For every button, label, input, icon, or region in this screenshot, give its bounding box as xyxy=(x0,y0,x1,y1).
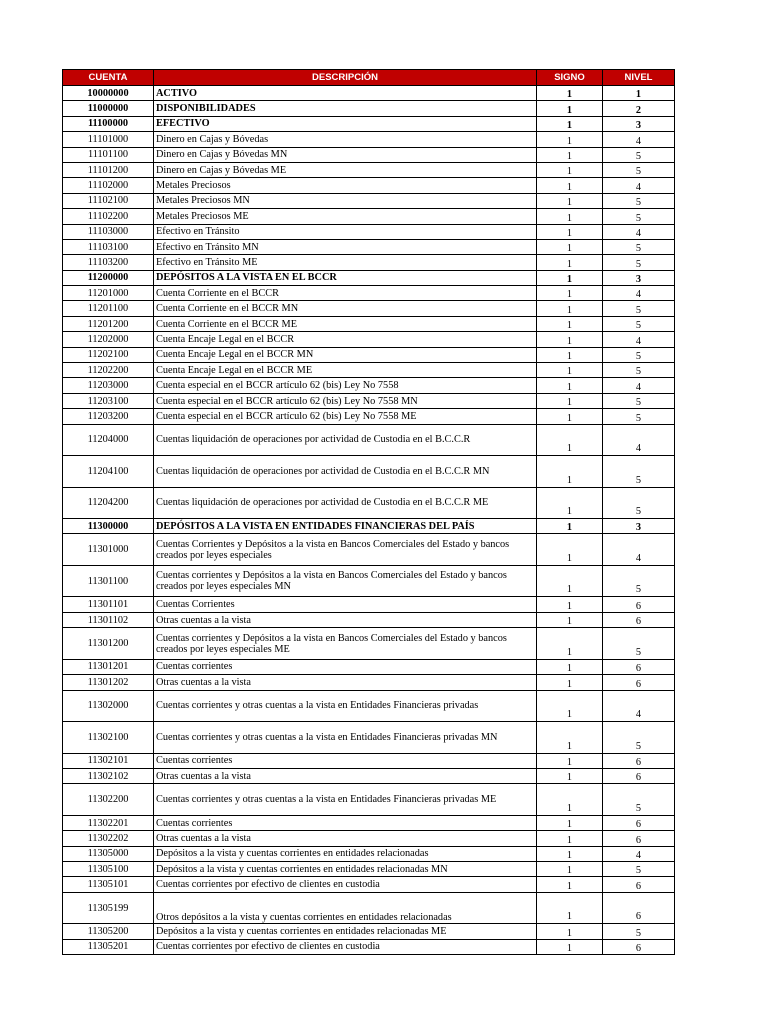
sign-cell: 1 xyxy=(537,831,603,846)
table-header-row xyxy=(63,70,675,86)
account-code-cell: 11305100 xyxy=(63,862,154,877)
level-cell: 6 xyxy=(603,597,675,612)
account-code-cell: 11301102 xyxy=(63,612,154,627)
table-row xyxy=(63,565,675,597)
sign-cell: 1 xyxy=(537,597,603,612)
table-row xyxy=(63,612,675,627)
level-cell: 5 xyxy=(603,162,675,177)
description-cell: Metales Preciosos ME xyxy=(154,209,537,224)
account-code-cell: 11203100 xyxy=(63,393,154,408)
account-code-cell: 11301200 xyxy=(63,628,154,660)
account-code-cell: 11103100 xyxy=(63,239,154,254)
table-row xyxy=(63,753,675,768)
table-row xyxy=(63,409,675,424)
description-cell: Otras cuentas a la vista xyxy=(154,768,537,783)
sign-cell: 1 xyxy=(537,939,603,954)
level-cell: 3 xyxy=(603,270,675,285)
chart-of-accounts-table xyxy=(62,69,675,955)
account-code-cell: 11200000 xyxy=(63,270,154,285)
description-cell: Cuentas liquidación de operaciones por actividad de Custodia en el B.C.C.R MN xyxy=(154,456,537,488)
level-cell: 6 xyxy=(603,939,675,954)
table-row xyxy=(63,347,675,362)
level-cell: 1 xyxy=(603,86,675,101)
account-code-cell: 11305101 xyxy=(63,877,154,892)
sign-cell: 1 xyxy=(537,316,603,331)
table-row xyxy=(63,147,675,162)
level-cell: 5 xyxy=(603,628,675,660)
sign-cell: 1 xyxy=(537,378,603,393)
description-cell: Cuentas corrientes y Depósitos a la vista en Bancos Comerciales del Estado y bancos creados por leyes especiales ME xyxy=(154,628,537,660)
account-code-cell: 11302100 xyxy=(63,722,154,754)
level-cell: 5 xyxy=(603,456,675,488)
table-row xyxy=(63,534,675,566)
level-cell: 6 xyxy=(603,753,675,768)
table-row xyxy=(63,690,675,722)
table-row xyxy=(63,332,675,347)
account-code-cell: 11201100 xyxy=(63,301,154,316)
sign-cell: 1 xyxy=(537,409,603,424)
account-code-cell: 11301201 xyxy=(63,659,154,674)
level-cell: 5 xyxy=(603,487,675,519)
header-cuenta: CUENTA xyxy=(63,70,154,86)
table-row xyxy=(63,424,675,456)
level-cell: 5 xyxy=(603,301,675,316)
table-row xyxy=(63,846,675,861)
account-code-cell: 11305000 xyxy=(63,846,154,861)
level-cell: 4 xyxy=(603,534,675,566)
description-cell: Cuentas corrientes y Depósitos a la vista en Bancos Comerciales del Estado y bancos creados por leyes especiales MN xyxy=(154,565,537,597)
sign-cell: 1 xyxy=(537,892,603,924)
description-cell: Cuentas corrientes y otras cuentas a la vista en Entidades Financieras privadas xyxy=(154,690,537,722)
table-row xyxy=(63,892,675,924)
level-cell: 3 xyxy=(603,519,675,534)
table-row xyxy=(63,270,675,285)
description-cell: Metales Preciosos xyxy=(154,178,537,193)
table-row xyxy=(63,132,675,147)
level-cell: 5 xyxy=(603,393,675,408)
description-cell: Dinero en Cajas y Bóvedas MN xyxy=(154,147,537,162)
level-cell: 4 xyxy=(603,378,675,393)
sign-cell: 1 xyxy=(537,209,603,224)
table-row xyxy=(63,255,675,270)
table-row xyxy=(63,519,675,534)
description-cell: Cuentas Corrientes xyxy=(154,597,537,612)
description-cell: Cuenta Encaje Legal en el BCCR xyxy=(154,332,537,347)
table-row xyxy=(63,784,675,816)
level-cell: 6 xyxy=(603,892,675,924)
level-cell: 6 xyxy=(603,675,675,690)
sign-cell: 1 xyxy=(537,224,603,239)
account-code-cell: 11305199 xyxy=(63,892,154,924)
table-row xyxy=(63,768,675,783)
sign-cell: 1 xyxy=(537,659,603,674)
description-cell: Cuentas corrientes y otras cuentas a la vista en Entidades Financieras privadas MN xyxy=(154,722,537,754)
level-cell: 2 xyxy=(603,101,675,116)
sign-cell: 1 xyxy=(537,116,603,131)
table-row xyxy=(63,363,675,378)
sign-cell: 1 xyxy=(537,612,603,627)
header-signo: SIGNO xyxy=(537,70,603,86)
sign-cell: 1 xyxy=(537,519,603,534)
account-code-cell: 11204200 xyxy=(63,487,154,519)
description-cell: Cuenta Encaje Legal en el BCCR MN xyxy=(154,347,537,362)
description-cell: Otras cuentas a la vista xyxy=(154,612,537,627)
level-cell: 5 xyxy=(603,722,675,754)
description-cell: Cuenta especial en el BCCR artículo 62 (bis) Ley No 7558 ME xyxy=(154,409,537,424)
account-code-cell: 11302201 xyxy=(63,815,154,830)
table-row xyxy=(63,831,675,846)
table-row xyxy=(63,116,675,131)
sign-cell: 1 xyxy=(537,753,603,768)
level-cell: 6 xyxy=(603,659,675,674)
table-row xyxy=(63,239,675,254)
sign-cell: 1 xyxy=(537,846,603,861)
description-cell: Cuentas corrientes por efectivo de clientes en custodia xyxy=(154,877,537,892)
table-row xyxy=(63,393,675,408)
description-cell: Efectivo en Tránsito xyxy=(154,224,537,239)
table-row xyxy=(63,659,675,674)
account-code-cell: 11102200 xyxy=(63,209,154,224)
account-code-cell: 10000000 xyxy=(63,86,154,101)
table-row xyxy=(63,487,675,519)
account-code-cell: 11203200 xyxy=(63,409,154,424)
account-code-cell: 11204100 xyxy=(63,456,154,488)
account-code-cell: 11202100 xyxy=(63,347,154,362)
table-row xyxy=(63,162,675,177)
account-code-cell: 11103200 xyxy=(63,255,154,270)
level-cell: 5 xyxy=(603,316,675,331)
level-cell: 5 xyxy=(603,363,675,378)
table-row xyxy=(63,101,675,116)
description-cell: Dinero en Cajas y Bóvedas ME xyxy=(154,162,537,177)
description-cell: Depósitos a la vista y cuentas corrientes en entidades relacionadas MN xyxy=(154,862,537,877)
sign-cell: 1 xyxy=(537,101,603,116)
description-cell: Otras cuentas a la vista xyxy=(154,675,537,690)
sign-cell: 1 xyxy=(537,178,603,193)
sign-cell: 1 xyxy=(537,877,603,892)
table-row xyxy=(63,815,675,830)
description-cell: DEPÓSITOS A LA VISTA EN ENTIDADES FINANCIERAS DEL PAÍS xyxy=(154,519,537,534)
account-code-cell: 11301202 xyxy=(63,675,154,690)
sign-cell: 1 xyxy=(537,363,603,378)
table-row xyxy=(63,193,675,208)
table-row xyxy=(63,877,675,892)
sign-cell: 1 xyxy=(537,347,603,362)
table-row xyxy=(63,456,675,488)
description-cell: Cuentas corrientes y otras cuentas a la vista en Entidades Financieras privadas ME xyxy=(154,784,537,816)
account-code-cell: 11204000 xyxy=(63,424,154,456)
table-row xyxy=(63,628,675,660)
level-cell: 4 xyxy=(603,690,675,722)
sign-cell: 1 xyxy=(537,722,603,754)
level-cell: 5 xyxy=(603,239,675,254)
account-code-cell: 11302200 xyxy=(63,784,154,816)
sign-cell: 1 xyxy=(537,534,603,566)
level-cell: 5 xyxy=(603,409,675,424)
table-row xyxy=(63,924,675,939)
description-cell: Metales Preciosos MN xyxy=(154,193,537,208)
account-code-cell: 11305201 xyxy=(63,939,154,954)
sign-cell: 1 xyxy=(537,162,603,177)
description-cell: DEPÓSITOS A LA VISTA EN EL BCCR xyxy=(154,270,537,285)
level-cell: 6 xyxy=(603,831,675,846)
account-code-cell: 11102000 xyxy=(63,178,154,193)
description-cell: Cuenta Corriente en el BCCR MN xyxy=(154,301,537,316)
description-cell: EFECTIVO xyxy=(154,116,537,131)
description-cell: Cuentas Corrientes y Depósitos a la vista en Bancos Comerciales del Estado y bancos creados por leyes especiales xyxy=(154,534,537,566)
table-row xyxy=(63,722,675,754)
sign-cell: 1 xyxy=(537,924,603,939)
header-descripcion: DESCRIPCIÓN xyxy=(154,70,537,86)
level-cell: 5 xyxy=(603,784,675,816)
level-cell: 6 xyxy=(603,768,675,783)
account-code-cell: 11301100 xyxy=(63,565,154,597)
account-code-cell: 11300000 xyxy=(63,519,154,534)
table-row xyxy=(63,286,675,301)
level-cell: 5 xyxy=(603,862,675,877)
description-cell: Efectivo en Tránsito ME xyxy=(154,255,537,270)
account-code-cell: 11102100 xyxy=(63,193,154,208)
level-cell: 6 xyxy=(603,815,675,830)
description-cell: Cuenta especial en el BCCR artículo 62 (bis) Ley No 7558 MN xyxy=(154,393,537,408)
level-cell: 4 xyxy=(603,332,675,347)
sign-cell: 1 xyxy=(537,862,603,877)
level-cell: 4 xyxy=(603,178,675,193)
sign-cell: 1 xyxy=(537,286,603,301)
account-code-cell: 11201200 xyxy=(63,316,154,331)
sign-cell: 1 xyxy=(537,424,603,456)
account-code-cell: 11302000 xyxy=(63,690,154,722)
account-code-cell: 11305200 xyxy=(63,924,154,939)
level-cell: 5 xyxy=(603,924,675,939)
account-code-cell: 11202000 xyxy=(63,332,154,347)
description-cell: Depósitos a la vista y cuentas corrientes en entidades relacionadas ME xyxy=(154,924,537,939)
sign-cell: 1 xyxy=(537,255,603,270)
description-cell: Cuenta Encaje Legal en el BCCR ME xyxy=(154,363,537,378)
level-cell: 5 xyxy=(603,347,675,362)
sign-cell: 1 xyxy=(537,784,603,816)
description-cell: Efectivo en Tránsito MN xyxy=(154,239,537,254)
sign-cell: 1 xyxy=(537,456,603,488)
sign-cell: 1 xyxy=(537,690,603,722)
sign-cell: 1 xyxy=(537,675,603,690)
table-row xyxy=(63,597,675,612)
sign-cell: 1 xyxy=(537,393,603,408)
level-cell: 5 xyxy=(603,147,675,162)
table-body xyxy=(63,86,675,955)
table-row xyxy=(63,939,675,954)
sign-cell: 1 xyxy=(537,628,603,660)
level-cell: 5 xyxy=(603,209,675,224)
table-row xyxy=(63,301,675,316)
account-code-cell: 11101200 xyxy=(63,162,154,177)
level-cell: 4 xyxy=(603,846,675,861)
level-cell: 5 xyxy=(603,193,675,208)
account-code-cell: 11302202 xyxy=(63,831,154,846)
sign-cell: 1 xyxy=(537,768,603,783)
level-cell: 4 xyxy=(603,424,675,456)
description-cell: Cuentas liquidación de operaciones por actividad de Custodia en el B.C.C.R xyxy=(154,424,537,456)
table-row xyxy=(63,862,675,877)
level-cell: 3 xyxy=(603,116,675,131)
level-cell: 6 xyxy=(603,877,675,892)
level-cell: 6 xyxy=(603,612,675,627)
account-code-cell: 11302101 xyxy=(63,753,154,768)
account-code-cell: 11101000 xyxy=(63,132,154,147)
description-cell: Cuenta especial en el BCCR artículo 62 (bis) Ley No 7558 xyxy=(154,378,537,393)
sign-cell: 1 xyxy=(537,815,603,830)
description-cell: Cuenta Corriente en el BCCR xyxy=(154,286,537,301)
description-cell: Cuentas corrientes xyxy=(154,753,537,768)
account-code-cell: 11101100 xyxy=(63,147,154,162)
description-cell: Otras cuentas a la vista xyxy=(154,831,537,846)
table-row xyxy=(63,224,675,239)
account-code-cell: 11203000 xyxy=(63,378,154,393)
description-cell: Cuentas corrientes por efectivo de clientes en custodia xyxy=(154,939,537,954)
description-cell: Cuentas corrientes xyxy=(154,815,537,830)
sign-cell: 1 xyxy=(537,270,603,285)
sign-cell: 1 xyxy=(537,565,603,597)
description-cell: Cuentas liquidación de operaciones por actividad de Custodia en el B.C.C.R ME xyxy=(154,487,537,519)
account-code-cell: 11301101 xyxy=(63,597,154,612)
sign-cell: 1 xyxy=(537,132,603,147)
account-code-cell: 11000000 xyxy=(63,101,154,116)
level-cell: 4 xyxy=(603,286,675,301)
description-cell: ACTIVO xyxy=(154,86,537,101)
header-nivel: NIVEL xyxy=(603,70,675,86)
sign-cell: 1 xyxy=(537,332,603,347)
sign-cell: 1 xyxy=(537,193,603,208)
description-cell: Dinero en Cajas y Bóvedas xyxy=(154,132,537,147)
description-cell: Cuenta Corriente en el BCCR ME xyxy=(154,316,537,331)
account-code-cell: 11301000 xyxy=(63,534,154,566)
level-cell: 5 xyxy=(603,255,675,270)
table-row xyxy=(63,675,675,690)
sign-cell: 1 xyxy=(537,86,603,101)
account-code-cell: 11201000 xyxy=(63,286,154,301)
table-row xyxy=(63,209,675,224)
level-cell: 5 xyxy=(603,565,675,597)
level-cell: 4 xyxy=(603,132,675,147)
table-row xyxy=(63,378,675,393)
account-code-cell: 11202200 xyxy=(63,363,154,378)
table-row xyxy=(63,86,675,101)
sign-cell: 1 xyxy=(537,487,603,519)
table-row xyxy=(63,178,675,193)
account-code-cell: 11103000 xyxy=(63,224,154,239)
account-code-cell: 11302102 xyxy=(63,768,154,783)
sign-cell: 1 xyxy=(537,239,603,254)
sign-cell: 1 xyxy=(537,301,603,316)
description-cell: Cuentas corrientes xyxy=(154,659,537,674)
account-code-cell: 11100000 xyxy=(63,116,154,131)
description-cell: Depósitos a la vista y cuentas corrientes en entidades relacionadas xyxy=(154,846,537,861)
sign-cell: 1 xyxy=(537,147,603,162)
description-cell: Otros depósitos a la vista y cuentas corrientes en entidades relacionadas xyxy=(154,892,537,924)
description-cell: DISPONIBILIDADES xyxy=(154,101,537,116)
level-cell: 4 xyxy=(603,224,675,239)
table-row xyxy=(63,316,675,331)
